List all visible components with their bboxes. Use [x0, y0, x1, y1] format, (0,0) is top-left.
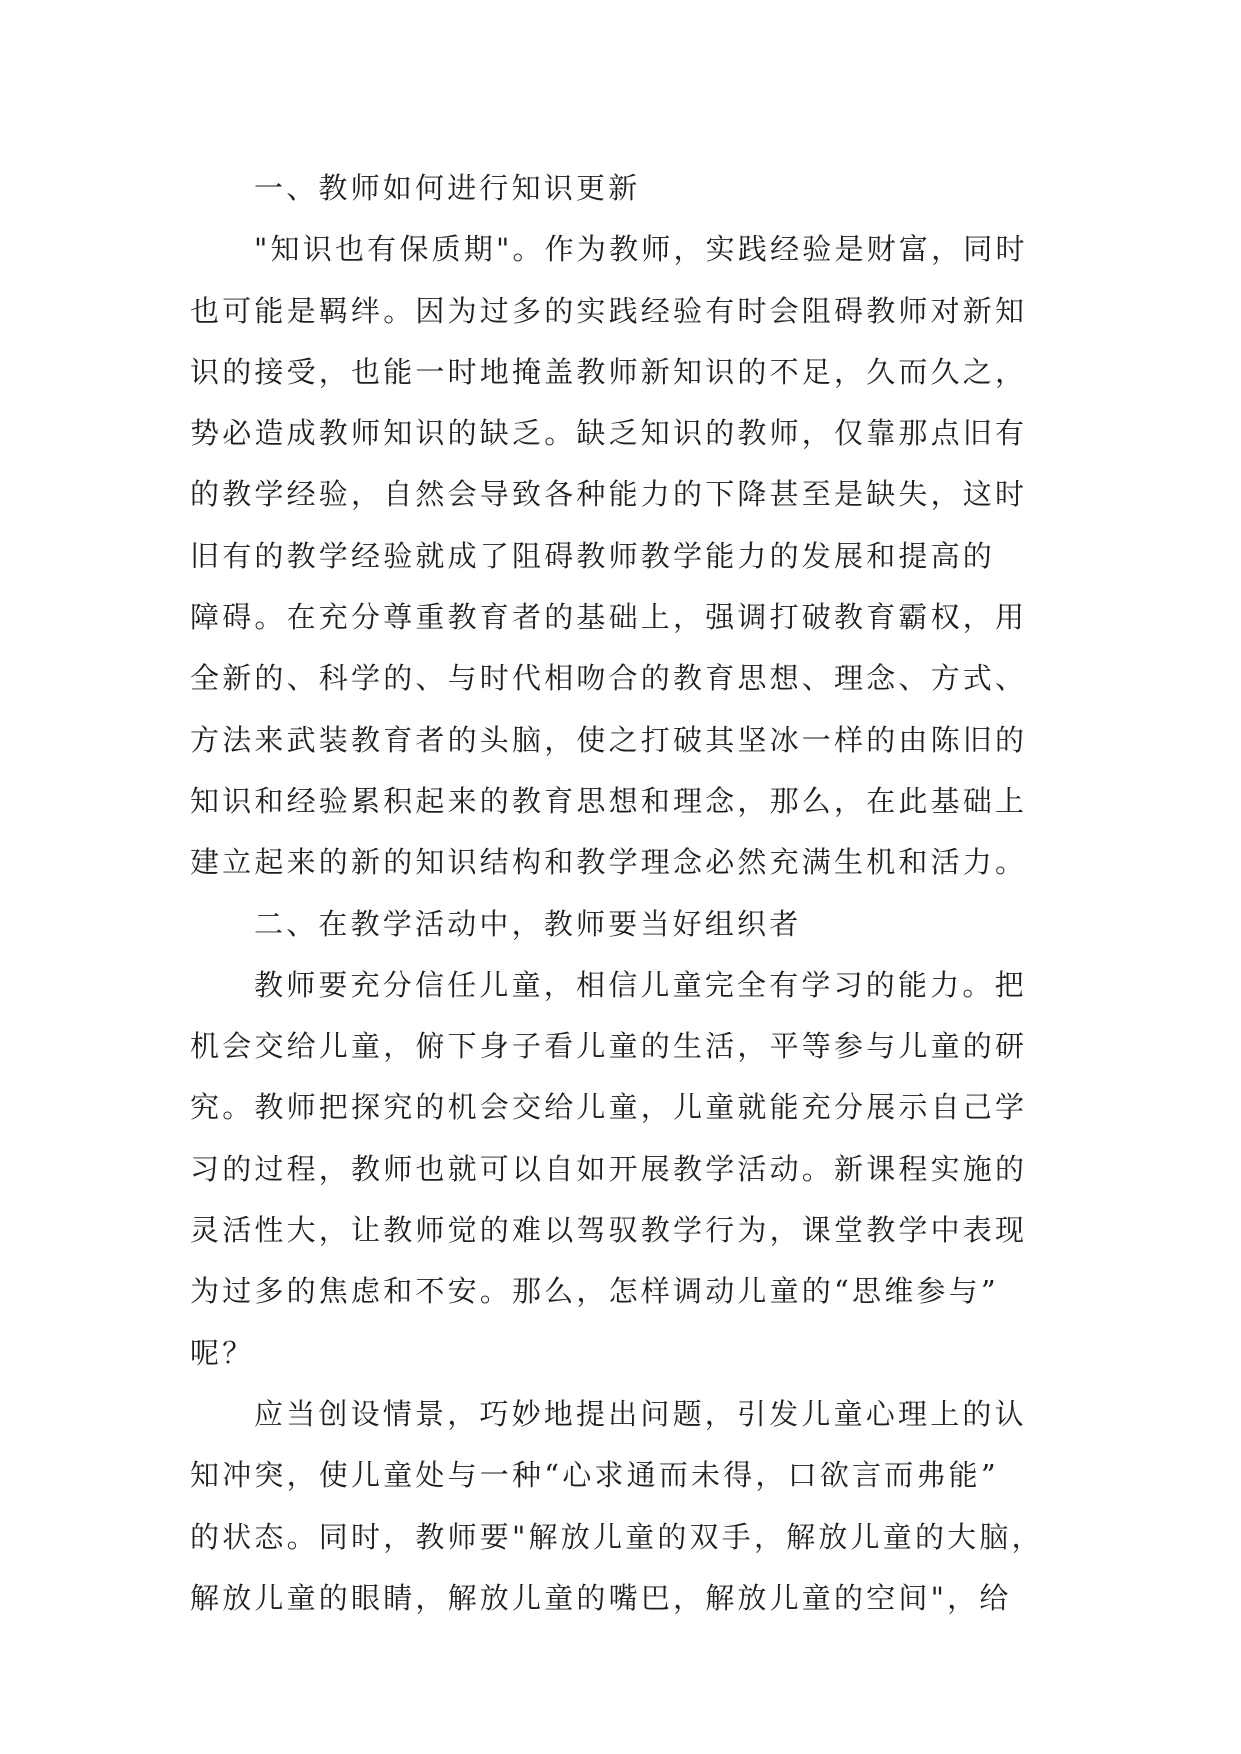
- section-heading-2: 二、在教学活动中，教师要当好组织者: [254, 906, 802, 941]
- paragraph-line: "知识也有保质期"。作为教师，实践经验是财富，同时: [254, 232, 1028, 267]
- paragraph-line: 灵活性大，让教师觉的难以驾驭教学行为，课堂教学中表现: [190, 1213, 1028, 1248]
- paragraph-line: 机会交给儿童，俯下身子看儿童的生活，平等参与儿童的研: [190, 1029, 1028, 1064]
- paragraph-line: 为过多的焦虑和不安。那么，怎样调动儿童的“思维参与”: [190, 1274, 999, 1309]
- document-body: [190, 158, 1060, 1629]
- paragraph-line: 解放儿童的眼睛，解放儿童的嘴巴，解放儿童的空间"，给: [190, 1580, 1012, 1615]
- paragraph-line: 全新的、科学的、与时代相吻合的教育思想、理念、方式、: [190, 661, 1028, 696]
- paragraph-line: 建立起来的新的知识结构和教学理念必然充满生机和活力。: [190, 845, 1028, 880]
- paragraph-line: 障碍。在充分尊重教育者的基础上，强调打破教育霸权，用: [190, 600, 1028, 635]
- paragraph-line: 究。教师把探究的机会交给儿童，儿童就能充分展示自己学: [190, 1090, 1028, 1125]
- paragraph-line: 势必造成教师知识的缺乏。缺乏知识的教师，仅靠那点旧有: [190, 416, 1028, 451]
- paragraph-line: 识的接受，也能一时地掩盖教师新知识的不足，久而久之，: [190, 354, 1028, 389]
- paragraph-line: 也可能是羁绊。因为过多的实践经验有时会阻碍教师对新知: [190, 293, 1028, 328]
- section-heading-1: 一、教师如何进行知识更新: [254, 171, 641, 205]
- paragraph-line: 应当创设情景，巧妙地提出问题，引发儿童心理上的认: [254, 1396, 1027, 1431]
- paragraph-line: 的教学经验，自然会导致各种能力的下降甚至是缺失，这时: [190, 477, 1028, 512]
- paragraph-line: 教师要充分信任儿童，相信儿童完全有学习的能力。把: [254, 967, 1027, 1002]
- paragraph-line: 知识和经验累积起来的教育思想和理念，那么，在此基础上: [190, 783, 1028, 818]
- paragraph-line: 的状态。同时，教师要"解放儿童的双手，解放儿童的大脑，: [190, 1519, 1044, 1554]
- paragraph-line: 知冲突，使儿童处与一种“心求通而未得，口欲言而弗能”: [190, 1458, 999, 1493]
- paragraph-line: 呢？: [190, 1335, 255, 1370]
- paragraph-line: 习的过程，教师也就可以自如开展教学活动。新课程实施的: [190, 1151, 1028, 1186]
- paragraph-line: 方法来武装教育者的头脑，使之打破其坚冰一样的由陈旧的: [190, 722, 1028, 757]
- paragraph-line: 旧有的教学经验就成了阻碍教师教学能力的发展和提高的: [190, 538, 996, 573]
